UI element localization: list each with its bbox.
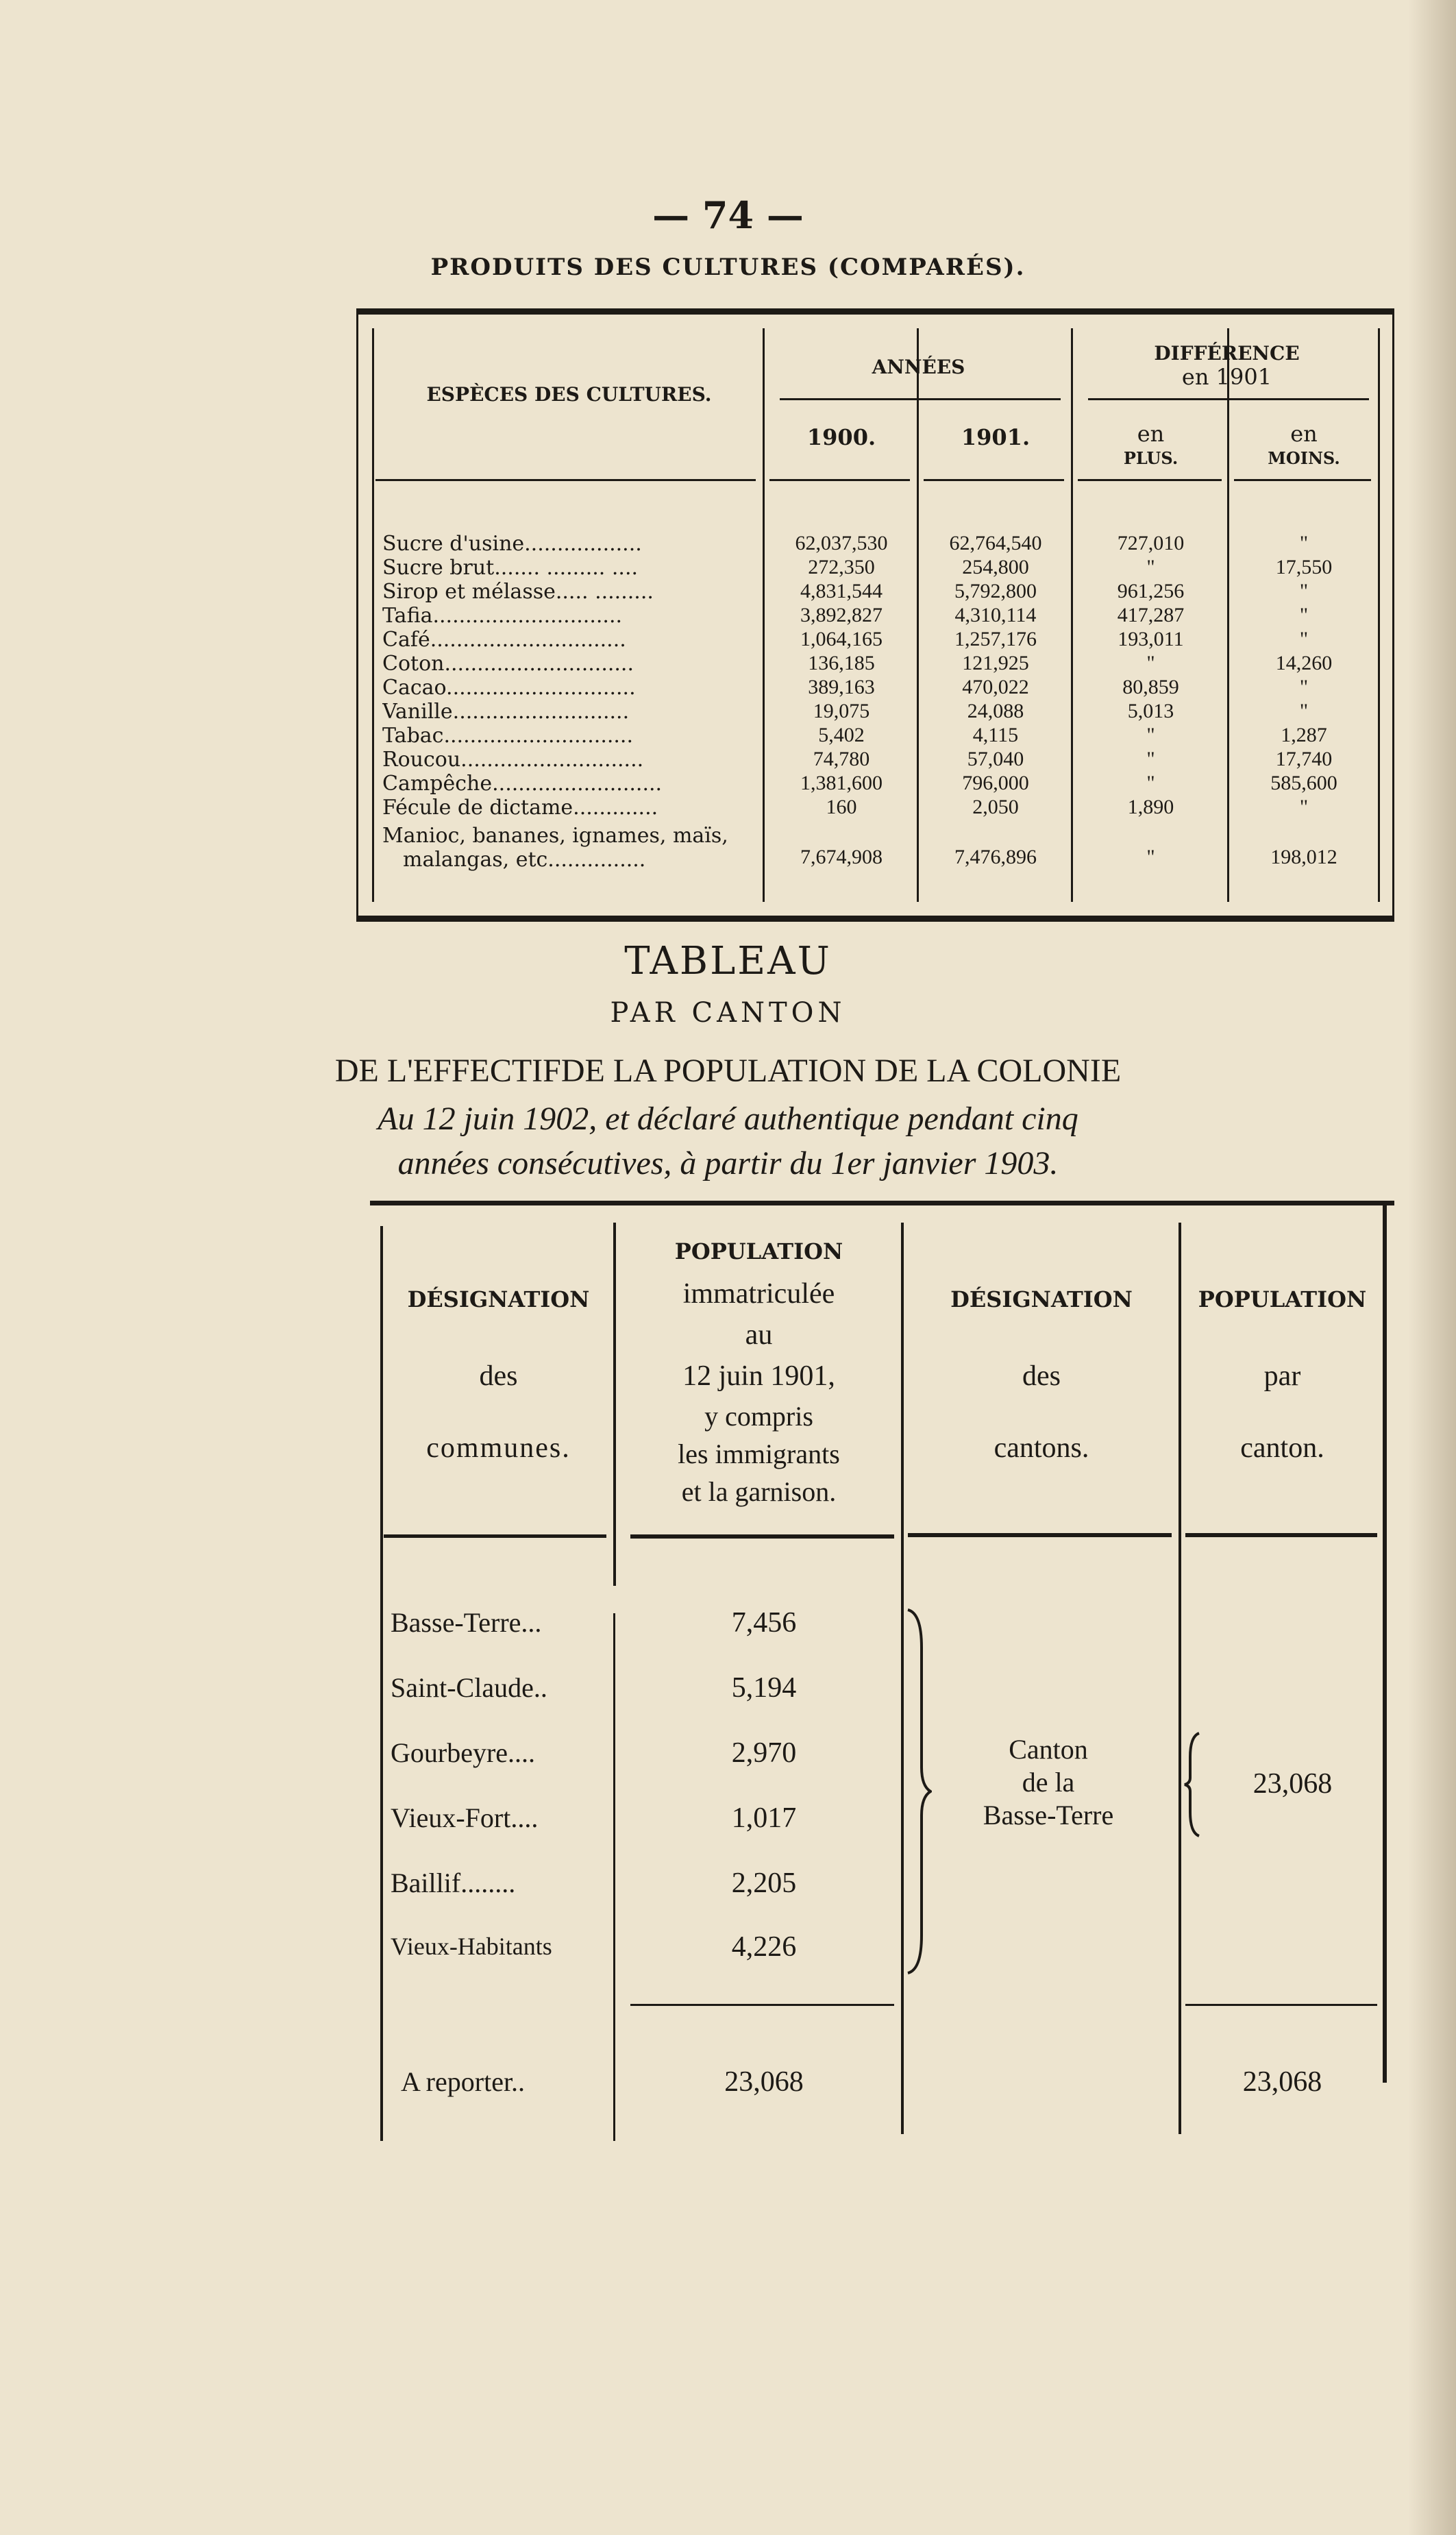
value-1900: 3,892,827 bbox=[800, 604, 883, 626]
value-moins: " bbox=[1299, 628, 1309, 650]
commune-name: Baillif........ bbox=[391, 1867, 516, 1898]
row-label: Roucou............................ bbox=[382, 748, 644, 772]
value-plus: " bbox=[1146, 556, 1155, 578]
value-1901: 4,310,114 bbox=[954, 604, 1037, 626]
value-1900: 1,381,600 bbox=[800, 772, 883, 794]
row-label: Campêche.......................... bbox=[382, 772, 663, 796]
value-1901: 254,800 bbox=[962, 556, 1029, 578]
section-title: TABLEAU bbox=[624, 939, 832, 983]
header-population-line: immatriculée bbox=[682, 1278, 835, 1310]
value-1900: 1,064,165 bbox=[800, 628, 883, 650]
row-label: Manioc, bananes, ignames, maïs, bbox=[382, 824, 728, 848]
canton-name-line: de la bbox=[1022, 1767, 1075, 1798]
value-moins: " bbox=[1299, 532, 1309, 554]
value-moins: " bbox=[1299, 700, 1309, 722]
value-1900: 74,780 bbox=[813, 748, 870, 770]
header-cantons-des: des bbox=[1022, 1360, 1061, 1392]
table-rule bbox=[1227, 328, 1229, 902]
canton-brace-right bbox=[1182, 1730, 1202, 1839]
row-label: Sucre brut....... ......... .... bbox=[382, 556, 639, 580]
value-moins: 17,550 bbox=[1275, 556, 1333, 578]
header-population-line: au bbox=[745, 1319, 773, 1351]
population-table bbox=[370, 1201, 1394, 2136]
section-subtitle: PAR CANTON bbox=[610, 997, 846, 1029]
header-moins: MOINS. bbox=[1268, 448, 1340, 468]
value-plus: 5,013 bbox=[1127, 700, 1174, 722]
value-1901: 24,088 bbox=[967, 700, 1024, 722]
table-rule bbox=[901, 1223, 904, 2134]
value-plus: 727,010 bbox=[1117, 532, 1185, 554]
value-1900: 4,831,544 bbox=[800, 580, 883, 602]
canton-name-line: Basse-Terre bbox=[983, 1800, 1114, 1830]
value-plus: " bbox=[1146, 652, 1155, 674]
value-moins: 585,600 bbox=[1270, 772, 1337, 794]
canton-population: 23,068 bbox=[1253, 1768, 1333, 1800]
table-rule bbox=[372, 328, 374, 902]
value-1901: 1,257,176 bbox=[954, 628, 1037, 650]
section-note: années consécutives, à partir du 1er janvier 1903. bbox=[397, 1145, 1059, 1181]
row-label: Sirop et mélasse..... ......... bbox=[382, 580, 654, 604]
header-population-canton: POPULATION bbox=[1198, 1286, 1367, 1312]
report-population: 23,068 bbox=[724, 2066, 804, 2098]
value-1901: 7,476,896 bbox=[954, 846, 1037, 868]
value-1900: 62,037,530 bbox=[795, 532, 888, 554]
commune-name: Gourbeyre.... bbox=[391, 1737, 536, 1768]
commune-name: Vieux-Habitants bbox=[391, 1933, 552, 1960]
commune-population: 1,017 bbox=[731, 1802, 797, 1834]
value-plus: " bbox=[1146, 724, 1155, 746]
brace-rule bbox=[1088, 398, 1369, 400]
value-plus: " bbox=[1146, 748, 1155, 770]
value-1900: 389,163 bbox=[808, 676, 875, 698]
table-rule bbox=[630, 1534, 894, 1539]
section-heading: DE L'EFFECTIFDE LA POPULATION DE LA COLONIE bbox=[334, 1053, 1122, 1089]
header-plus: PLUS. bbox=[1123, 448, 1179, 468]
row-label: Café.............................. bbox=[382, 628, 626, 652]
header-population-par: par bbox=[1263, 1360, 1301, 1392]
value-moins: 198,012 bbox=[1270, 846, 1337, 868]
table-rule bbox=[613, 1223, 616, 1586]
value-1901: 470,022 bbox=[962, 676, 1029, 698]
row-label: Coton............................. bbox=[382, 652, 634, 676]
value-1900: 272,350 bbox=[808, 556, 875, 578]
header-difference-sub: en 1901 bbox=[1181, 364, 1272, 390]
value-moins: " bbox=[1299, 676, 1309, 698]
value-1900: 5,402 bbox=[818, 724, 865, 746]
header-difference: DIFFÉRENCE bbox=[1154, 342, 1300, 365]
value-1900: 19,075 bbox=[813, 700, 870, 722]
table-rule bbox=[924, 479, 1064, 481]
commune-population: 4,226 bbox=[731, 1931, 797, 1963]
table-rule bbox=[908, 1533, 1172, 1537]
commune-population: 7,456 bbox=[731, 1607, 797, 1639]
table-rule bbox=[1179, 1223, 1181, 2134]
row-label: malangas, etc............... bbox=[403, 848, 646, 872]
header-population-line: les immigrants bbox=[678, 1438, 840, 1469]
value-plus: 417,287 bbox=[1117, 604, 1185, 626]
row-label: Fécule de dictame............. bbox=[382, 796, 658, 820]
header-communes: communes. bbox=[426, 1432, 571, 1464]
canton-name-line: Canton bbox=[1009, 1734, 1088, 1765]
table-rule bbox=[917, 328, 919, 902]
value-1901: 4,115 bbox=[972, 724, 1019, 746]
row-label: Vanille........................... bbox=[382, 700, 630, 724]
value-moins: 17,740 bbox=[1275, 748, 1333, 770]
header-population-line: et la garnison. bbox=[681, 1476, 837, 1507]
table-rule bbox=[769, 479, 910, 481]
header-species: ESPÈCES DES CULTURES. bbox=[426, 383, 712, 406]
table-rule bbox=[1383, 1205, 1387, 2083]
commune-population: 2,970 bbox=[731, 1737, 797, 1769]
row-label: Sucre d'usine.................. bbox=[382, 532, 642, 556]
value-1901: 62,764,540 bbox=[949, 532, 1042, 554]
header-plus-en: en bbox=[1137, 421, 1165, 447]
value-moins: 1,287 bbox=[1281, 724, 1327, 746]
value-1900: 160 bbox=[826, 796, 857, 818]
value-1901: 796,000 bbox=[962, 772, 1029, 794]
value-plus: 193,011 bbox=[1118, 628, 1184, 650]
table-rule bbox=[630, 2004, 894, 2006]
commune-population: 5,194 bbox=[731, 1672, 797, 1704]
value-moins: " bbox=[1299, 580, 1309, 602]
section-note: Au 12 juin 1902, et déclaré authentique pendant cinq bbox=[378, 1101, 1078, 1137]
value-1900: 136,185 bbox=[808, 652, 875, 674]
table-rule bbox=[380, 1226, 383, 2141]
brace-rule bbox=[780, 398, 1061, 400]
value-moins: " bbox=[1299, 604, 1309, 626]
value-moins: 14,260 bbox=[1275, 652, 1333, 674]
table-rule bbox=[1078, 479, 1222, 481]
value-plus: 961,256 bbox=[1117, 580, 1185, 602]
table-rule bbox=[1234, 479, 1371, 481]
commune-name: Basse-Terre... bbox=[391, 1607, 542, 1638]
value-plus: 1,890 bbox=[1127, 796, 1174, 818]
header-population-line: y compris bbox=[704, 1401, 813, 1432]
value-moins: " bbox=[1299, 796, 1309, 818]
report-canton-population: 23,068 bbox=[1242, 2066, 1322, 2098]
commune-name: Saint-Claude.. bbox=[391, 1672, 547, 1703]
crops-table bbox=[356, 308, 1394, 922]
value-plus: 80,859 bbox=[1122, 676, 1179, 698]
header-population: POPULATION bbox=[674, 1238, 843, 1264]
value-plus: " bbox=[1146, 772, 1155, 794]
header-years: ANNÉES bbox=[872, 356, 965, 378]
value-plus: " bbox=[1146, 846, 1155, 868]
table-rule bbox=[375, 479, 756, 481]
value-1901: 2,050 bbox=[972, 796, 1019, 818]
commune-name: Vieux-Fort.... bbox=[391, 1802, 539, 1833]
value-1901: 57,040 bbox=[967, 748, 1024, 770]
header-1900: 1900. bbox=[806, 424, 876, 450]
row-label: Tabac............................. bbox=[382, 724, 634, 748]
value-1901: 5,792,800 bbox=[954, 580, 1037, 602]
page-edge-shadow bbox=[1408, 0, 1456, 2535]
row-label: Cacao............................. bbox=[382, 676, 636, 700]
header-moins-en: en bbox=[1290, 421, 1318, 447]
page-number: — 74 — bbox=[652, 193, 804, 237]
header-population-line: 12 juin 1901, bbox=[682, 1360, 835, 1392]
value-1901: 121,925 bbox=[962, 652, 1029, 674]
header-communes-designation: DÉSIGNATION bbox=[407, 1286, 590, 1312]
header-communes-des: des bbox=[479, 1360, 518, 1392]
header-population-canton-label: canton. bbox=[1240, 1432, 1324, 1464]
header-cantons: cantons. bbox=[994, 1432, 1089, 1464]
row-label: Tafia............................. bbox=[382, 604, 623, 628]
commune-population: 2,205 bbox=[731, 1867, 797, 1899]
header-1901: 1901. bbox=[961, 424, 1031, 450]
table-rule bbox=[1185, 2004, 1377, 2006]
table-rule bbox=[384, 1534, 606, 1538]
table-rule bbox=[1378, 328, 1380, 902]
header-cantons-designation: DÉSIGNATION bbox=[950, 1286, 1133, 1312]
table-rule bbox=[1185, 1533, 1377, 1537]
value-1900: 7,674,908 bbox=[800, 846, 883, 868]
report-label: A reporter.. bbox=[401, 2066, 526, 2097]
table-rule bbox=[1071, 328, 1073, 902]
running-head: PRODUITS DES CULTURES (COMPARÉS). bbox=[430, 254, 1026, 281]
